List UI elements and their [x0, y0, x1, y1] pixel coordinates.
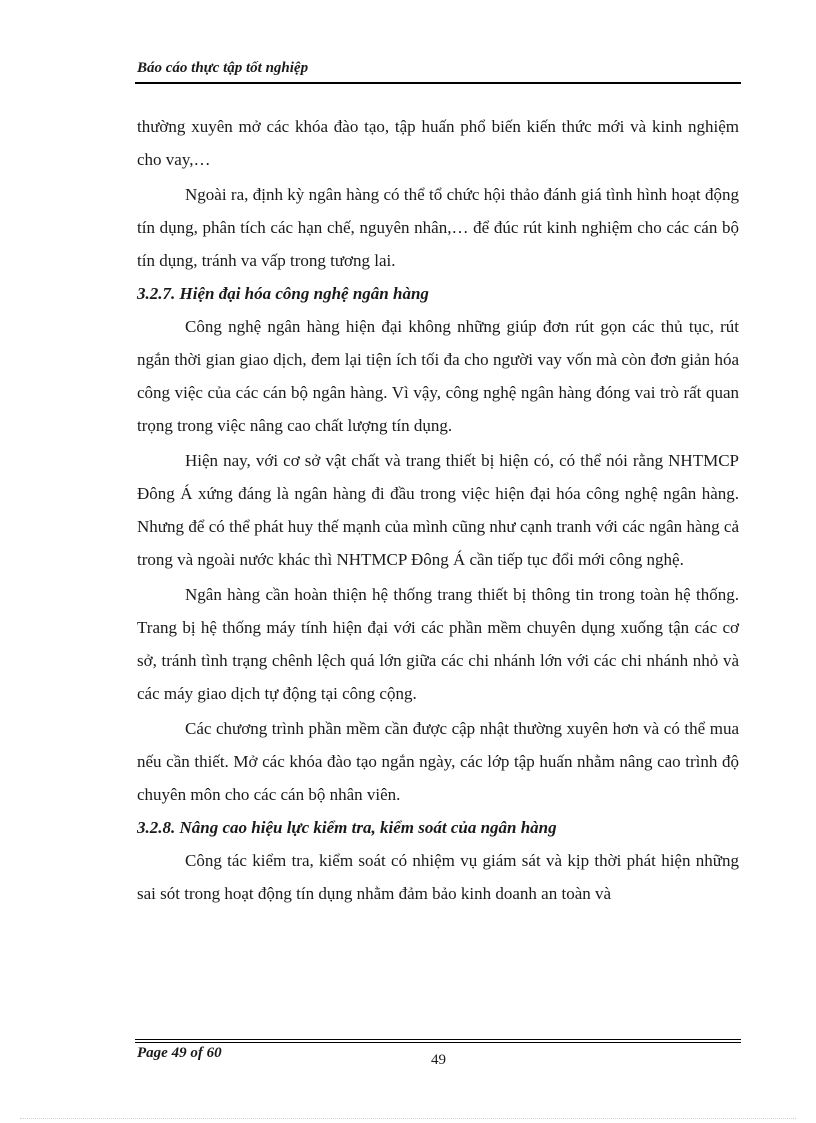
paragraph-6: Các chương trình phần mềm cần được cập nhật thường xuyên hơn và có thể mua nếu cần thiết. Mở các khóa đào tạo ngắn ngày, các lớp tập huấn nhằm nâng cao trình độ chuyên môn cho các cán bộ nhân viên.	[137, 719, 739, 804]
paragraph-1: thường xuyên mở các khóa đào tạo, tập huấn phổ biến kiến thức mới và kinh nghiệm cho vay,…	[137, 117, 739, 169]
page-edge-divider	[20, 1118, 796, 1119]
header-title: Báo cáo thực tập tốt nghiệp	[137, 60, 309, 76]
paragraph-5: Ngân hàng cần hoàn thiện hệ thống trang thiết bị thông tin trong toàn hệ thống. Trang bị hệ thống máy tính hiện đại với các phần mềm chuyên dụng xuống tận các cơ sở, tránh tình trạng chênh lệch quá lớn giữa các chi nhánh lớn với các chi nhánh nhỏ và các máy giao dịch tự động tại công cộng.	[137, 585, 739, 703]
paragraph-4: Hiện nay, với cơ sở vật chất và trang thiết bị hiện có, có thể nói rằng NHTMCP Đông Á xứng đáng là ngân hàng đi đầu trong việc hiện đại hóa công nghệ ngân hàng. Nhưng để có thể phát huy thế mạnh của mình cũng như cạnh tranh với các ngân hàng cả trong và ngoài nước khác thì NHTMCP Đông Á cần tiếp tục đổi mới công nghệ.	[137, 451, 739, 569]
header-divider	[135, 82, 741, 84]
footer-divider-bottom	[135, 1042, 741, 1043]
body-text	[137, 110, 739, 910]
section-heading-3-2-8: 3.2.8. Nâng cao hiệu lực kiểm tra, kiểm soát của ngân hàng	[137, 818, 557, 837]
footer-page-number: 49	[431, 1052, 446, 1068]
paragraph-3: Công nghệ ngân hàng hiện đại không những giúp đơn rút gọn các thủ tục, rút ngắn thời gian giao dịch, đem lại tiện ích tối đa cho người vay vốn mà còn đơn giản hóa công việc của các cán bộ ngân hàng. Vì vậy, công nghệ ngân hàng đóng vai trò rất quan trọng trong việc nâng cao chất lượng tín dụng.	[137, 317, 739, 435]
section-heading-3-2-7: 3.2.7. Hiện đại hóa công nghệ ngân hàng	[137, 284, 429, 303]
paragraph-2: Ngoài ra, định kỳ ngân hàng có thể tổ chức hội thảo đánh giá tình hình hoạt động tín dụng, phân tích các hạn chế, nguyên nhân,… để đúc rút kinh nghiệm cho các cán bộ tín dụng, tránh va vấp trong tương lai.	[137, 185, 739, 270]
paragraph-7: Công tác kiểm tra, kiểm soát có nhiệm vụ giám sát và kịp thời phát hiện những sai sót trong hoạt động tín dụng nhằm đảm bảo kinh doanh an toàn và	[137, 851, 739, 903]
footer-page-label: Page 49 of 60	[137, 1045, 222, 1061]
footer-divider-top	[135, 1039, 741, 1040]
